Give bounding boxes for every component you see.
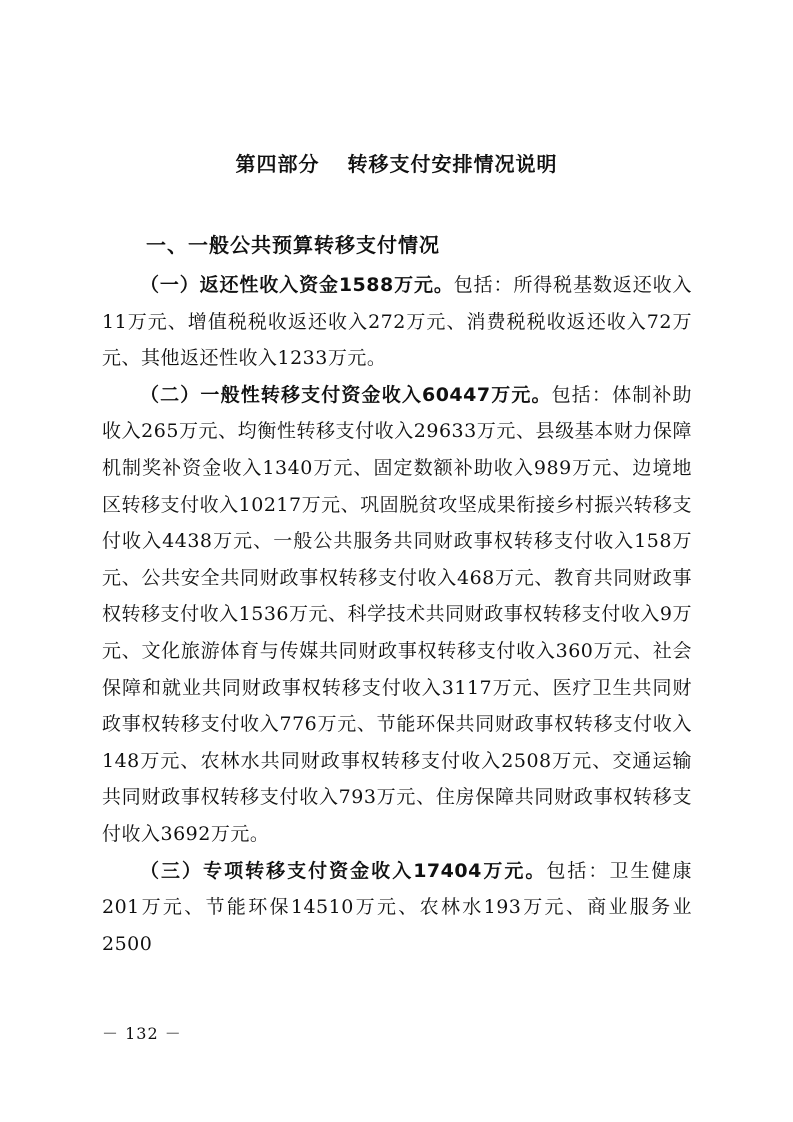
paragraph-text: 包括：卫生健康201万元、节能环保14510万元、农林水193万元、商业服务业2500 [102, 859, 692, 955]
paragraph-text: 包括：所得税基数返还收入11万元、增值税税收返还收入272万元、消费税税收返还收入72万元、其他返还性收入1233万元。 [102, 274, 692, 370]
paragraph-lead: （三）专项转移支付资金收入17404万元。 [140, 859, 547, 882]
paragraph-general-transfer [102, 377, 692, 853]
title-text: 转移支付安排情况说明 [347, 152, 558, 176]
paragraph-return-revenue [102, 267, 692, 377]
section-heading: 一、一般公共预算转移支付情况 [146, 233, 440, 257]
paragraph-special-transfer [102, 853, 692, 963]
paragraph-lead: （二）一般性转移支付资金收入60447万元。 [140, 383, 552, 406]
paragraph-lead: （一）返还性收入资金1588万元。 [140, 274, 454, 296]
title-part: 第四部分 [235, 152, 320, 176]
paragraph-text: 包括：体制补助收入265万元、均衡性转移支付收入29633万元、县级基本财力保障机制奖补资金收入1340万元、固定数额补助收入989万元、边境地区转移支付收入10217万元、巩固脱贫攻坚成果衔接乡村振兴转移支付收入4438万元、一般公共服务共同财政事权转移支付收入158万元、公共安全共同财政事权转移支付收入468万元、教育共同财政事权转移支付收入1536万元、科学技术共同财政事权转移支付收入9万元、文化旅游体育与传媒共同财政事权转移支付收入360万元、社会保障和就业共同财政事权转移支付收入3117万元、医疗卫生共同财政事权转移支付收入776万元、节能环保共同财政事权转移支付收入148万元、农林水共同财政事权转移支付收入2508万元、交通运输共同财政事权转移支付收入793万元、住房保障共同财政事权转移支付收入3692万元。 [102, 383, 692, 845]
page-title [0, 148, 793, 180]
body-text [102, 267, 692, 962]
page-number: － 132 － [102, 1024, 182, 1043]
